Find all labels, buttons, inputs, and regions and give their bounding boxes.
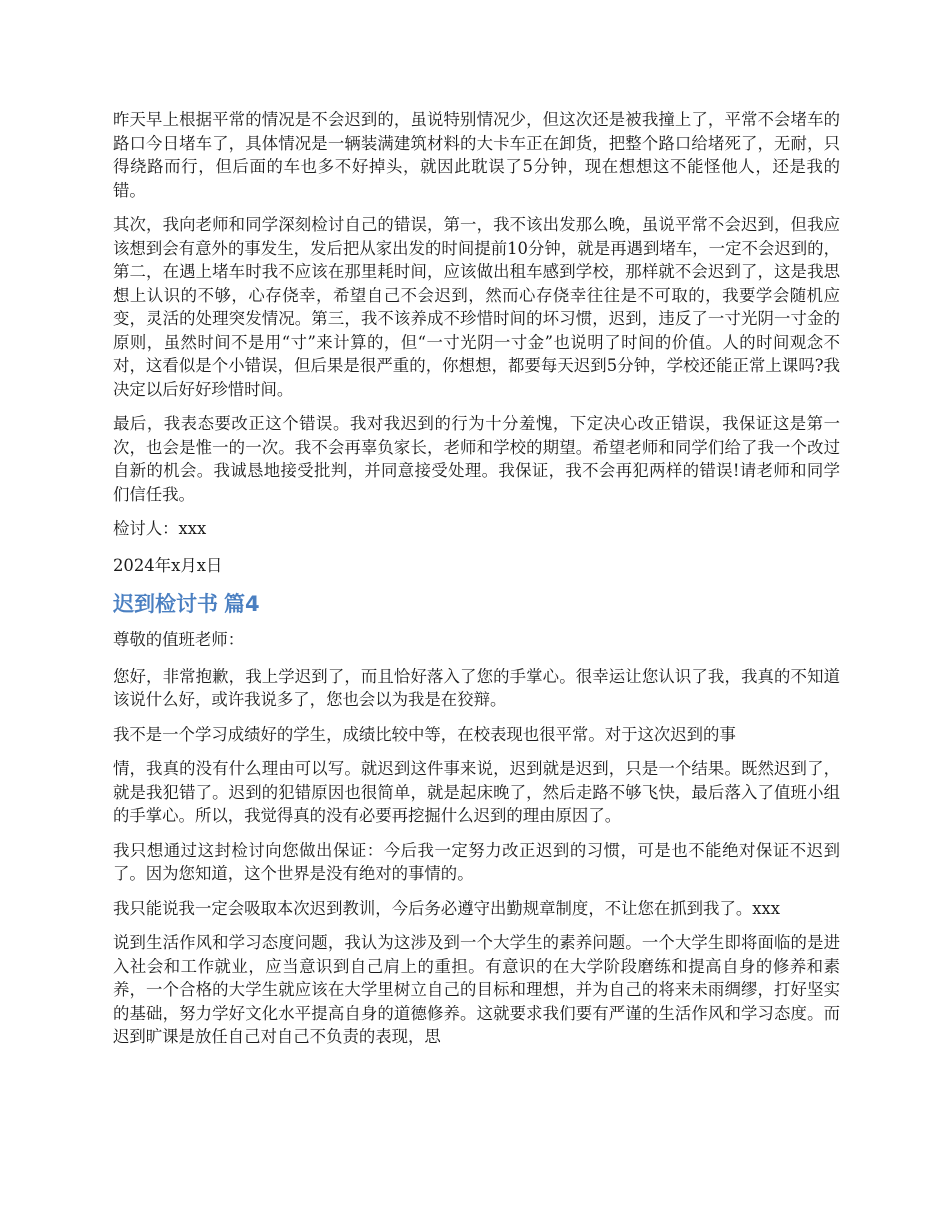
paragraph-attitude: 说到生活作风和学习态度问题，我认为这涉及到一个大学生的素养问题。一个大学生即将面临的是进入社会和工作就业，应当意识到自己肩上的重担。有意识的在大学阶段磨练和提高自身的修养和素养，一个合格的大学生就应该在大学里树立自己的目标和理想，并为自己的将来未雨绸缪，打好坚实的基础，努力学好文化水平提高自身的道德修养。这就要求我们要有严谨的生活作风和学习态度。而迟到旷课是放任自己对自己不负责的表现，思 [113,933,840,1046]
paragraph-reason: 情，我真的没有什么理由可以写。就迟到这件事来说，迟到就是迟到，只是一个结果。既然迟到了，就是我犯错了。迟到的犯错原因也很简单，就是起床晚了，然后走路不够飞快，最后落入了值班小组的手掌心。所以，我觉得真的没有必要再挖掘什么迟到的理由原因了。 [113,759,840,825]
document-page [113,108,840,1060]
paragraph-promise: 我只想通过这封检讨向您做出保证：今后我一定努力改正迟到的习惯，可是也不能绝对保证不迟到了。因为您知道，这个世界是没有绝对的事情的。 [113,840,840,883]
section-heading-number: 篇4 [224,592,260,616]
section-heading [113,590,840,618]
paragraph-commute-explanation: 昨天早上根据平常的情况是不会迟到的，虽说特别情况少，但这次还是被我撞上了，平常不会堵车的路口今日堵车了，具体情况是一辆装满建筑材料的大卡车正在卸货，把整个路口给堵死了，无耐，只得绕路而行，但后面的车也多不好掉头，就因此耽误了5分钟，现在想想这不能怪他人，还是我的错。 [113,110,840,200]
paragraph-commitment: 最后，我表态要改正这个错误。我对我迟到的行为十分羞愧，下定决心改正错误，我保证这是第一次，也会是惟一的一次。我不会再辜负家长，老师和学校的期望。希望老师和同学们给了我一个改过自新的机会。我诚恳地接受批判，并同意接受处理。我保证，我不会再犯两样的错误!请老师和同学们信任我。 [113,414,840,504]
date-line: 2024年x月x日 [113,555,223,575]
paragraph-student-intro: 我不是一个学习成绩好的学生，成绩比较中等，在校表现也很平常。对于这次迟到的事 [113,724,736,744]
greeting-line: 尊敬的值班老师： [113,630,245,649]
paragraph-self-criticism: 其次，我向老师和同学深刻检讨自己的错误，第一，我不该出发那么晚，虽说平常不会迟到，但我应该想到会有意外的事发生，发后把从家出发的时间提前10分钟，就是再遇到堵车，一定不会迟到的，第二，在遇上堵车时我不应该在那里耗时间，应该做出租车感到学校，那样就不会迟到了，这是我思想上认识的不够，心存侥幸，希望自己不会迟到，然而心存侥幸往往是不可取的，我要学会随机应变，灵活的处理突发情况。第三，我不该养成不珍惜时间的坏习惯，迟到，违反了一寸光阴一寸金的原则，虽然时间不是用“寸”来计算的，但“一寸光阴一寸金”也说明了时间的价值。人的时间观念不对，这看似是个小错误，但后果是很严重的，你想想，都要每天迟到5分钟，学校还能正常上课吗?我决定以后好好珍惜时间。 [113,215,840,399]
paragraph-lesson: 我只能说我一定会吸取本次迟到教训，今后务必遵守出勤规章制度，不让您在抓到我了。xxx [113,898,780,918]
section-heading-title: 迟到检讨书 [113,592,218,616]
signature-line: 检讨人：xxx [113,519,207,538]
paragraph-apology: 您好，非常抱歉，我上学迟到了，而且恰好落入了您的手掌心。很幸运让您认识了我，我真的不知道该说什么好，或许我说多了，您也会以为我是在狡辩。 [113,666,840,709]
